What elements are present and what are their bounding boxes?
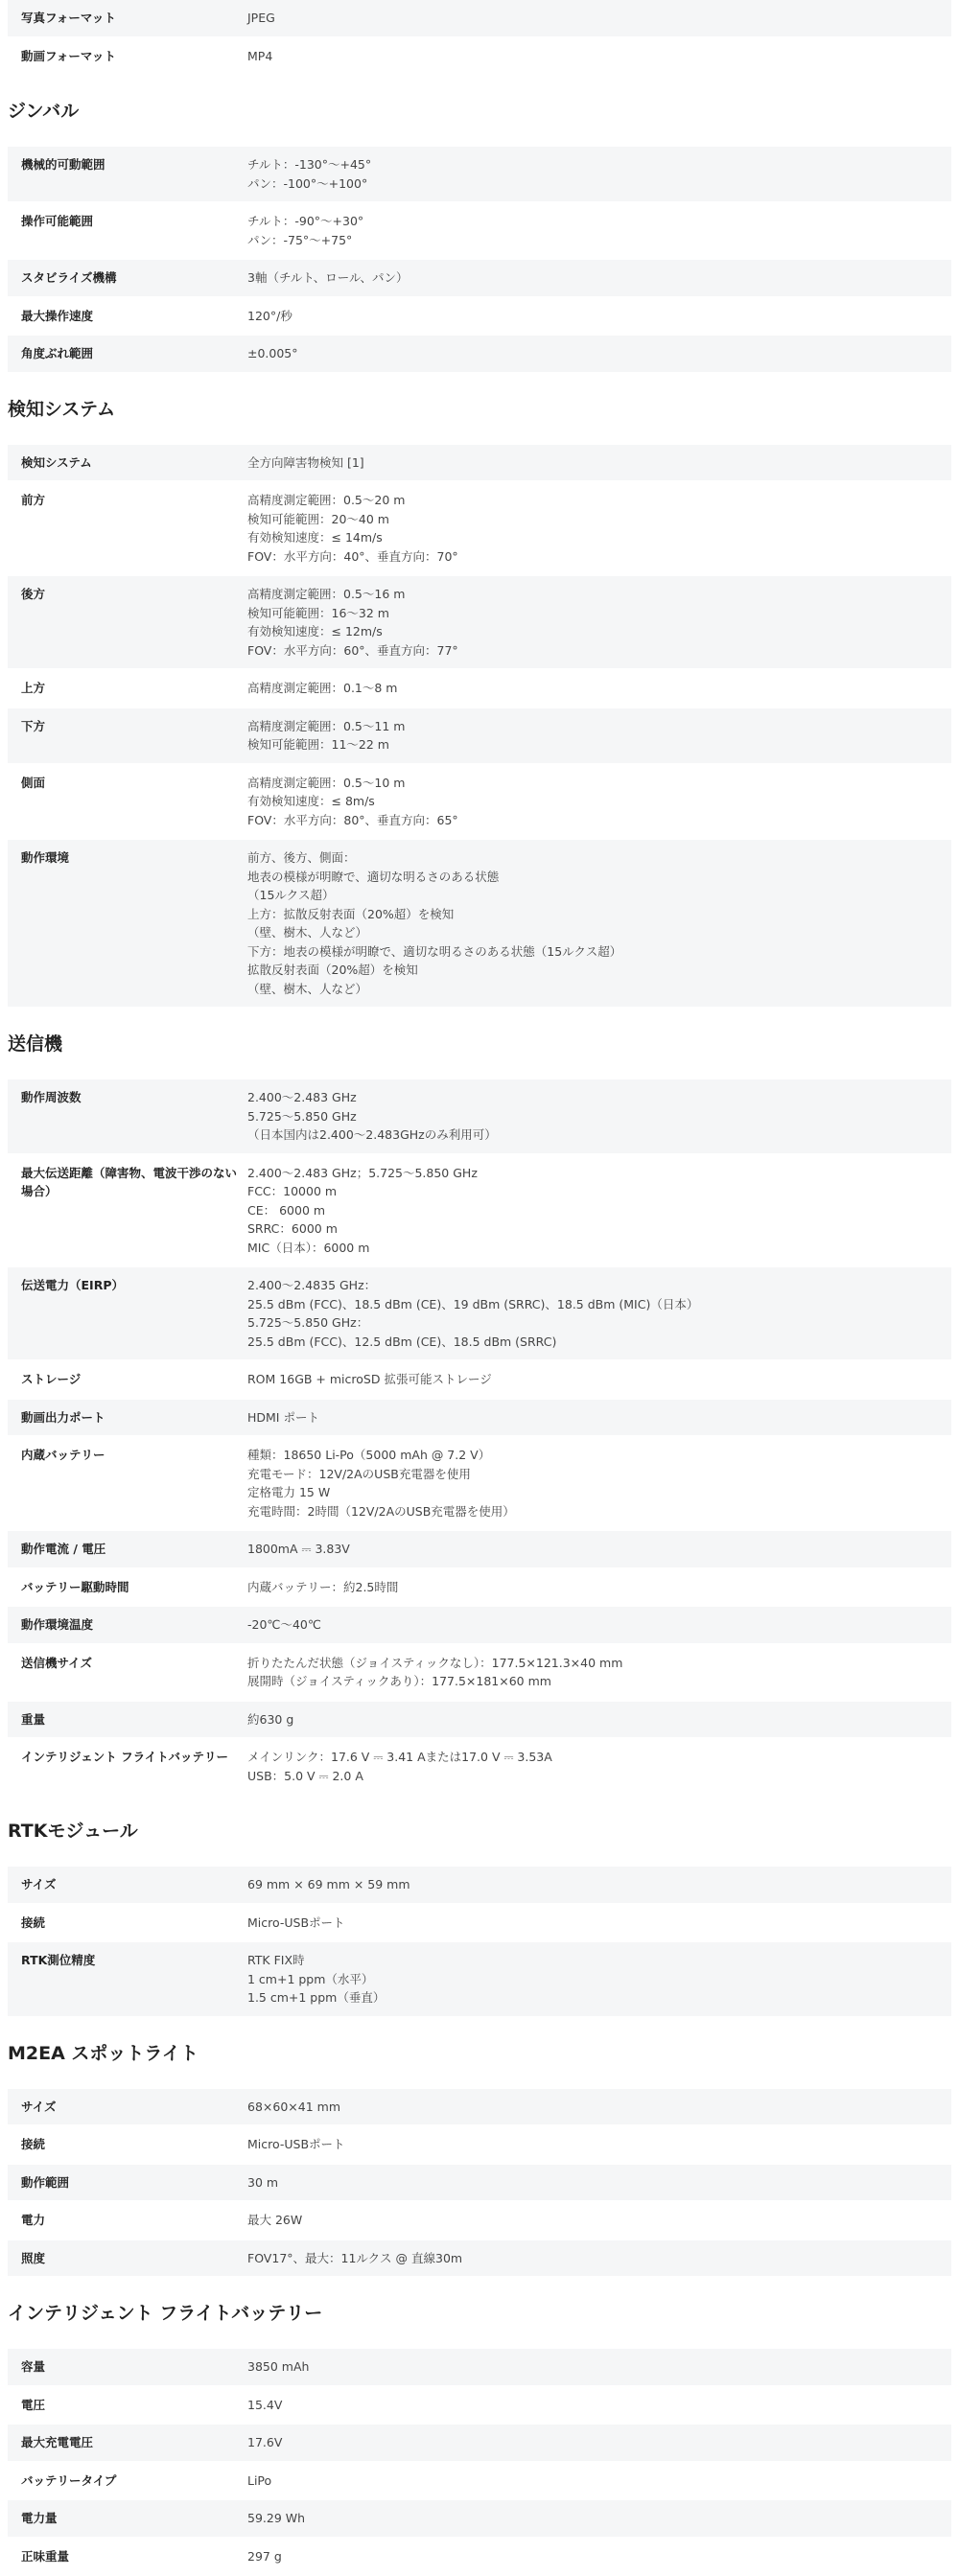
spec-value-line: （日本国内は2.400～2.483GHzのみ利用可） <box>247 1126 951 1145</box>
spec-value <box>240 336 951 372</box>
spec-value-line: 69 mm × 69 mm × 59 mm <box>247 1875 951 1894</box>
spec-value-line: 検知可能範囲：16～32 m <box>247 604 951 623</box>
spec-value-line: 30 m <box>247 2173 951 2193</box>
spec-value-line: 5.725～5.850 GHz： <box>247 1313 951 1333</box>
spec-value-line: 15.4V <box>247 2396 951 2415</box>
spec-label: 照度 <box>8 2240 240 2277</box>
spec-row <box>8 1607 951 1645</box>
spec-value <box>240 1942 951 2016</box>
spec-row <box>8 1905 951 1943</box>
spec-label: 伝送電力（EIRP） <box>8 1267 240 1359</box>
spec-value-line: チルト：-130°～+45° <box>247 155 951 174</box>
spec-value <box>240 147 951 201</box>
spec-row <box>8 1437 951 1531</box>
spec-value <box>240 2126 951 2163</box>
spec-value <box>240 2387 951 2424</box>
spec-value <box>240 298 951 335</box>
spec-value <box>240 1702 951 1738</box>
spec-label: ストレージ <box>8 1361 240 1398</box>
spec-value-line: 高精度測定範囲：0.1～8 m <box>247 679 951 698</box>
spec-label: 前方 <box>8 482 240 574</box>
spec-value-line: 有効検知速度：≤ 8m/s <box>247 792 951 811</box>
spec-value-line: 25.5 dBm (FCC)、18.5 dBm (CE)、19 dBm (SRRC)、18.5 dBm (MIC)（日本） <box>247 1295 951 1314</box>
spec-value <box>240 1400 951 1436</box>
spec-label: 動作環境 <box>8 840 240 1007</box>
spec-label: 動画フォーマット <box>8 38 240 75</box>
spec-label: 下方 <box>8 708 240 763</box>
spec-value <box>240 2425 951 2461</box>
spec-row <box>8 2240 951 2279</box>
spec-value <box>240 1867 951 1903</box>
spec-value-line: パン：-75°～+75° <box>247 231 951 250</box>
spec-label: 送信機サイズ <box>8 1645 240 1700</box>
spec-row <box>8 1645 951 1702</box>
spec-row <box>8 1569 951 1608</box>
spec-value-line: 1800mA ⎓ 3.83V <box>247 1540 951 1559</box>
spec-row <box>8 2126 951 2165</box>
spec-value-line: 有効検知速度：≤ 14m/s <box>247 528 951 547</box>
spec-value-line: 拡散反射表面（20%超）を検知 <box>247 961 951 980</box>
spec-row <box>8 765 951 841</box>
spec-row <box>8 1079 951 1155</box>
spec-label: バッテリータイプ <box>8 2463 240 2499</box>
spec-label: サイズ <box>8 2089 240 2125</box>
spec-value-line: 高精度測定範囲：0.5～16 m <box>247 585 951 604</box>
section-title: M2EA スポットライト <box>8 2018 951 2089</box>
spec-label: サイズ <box>8 1867 240 1903</box>
spec-row <box>8 147 951 203</box>
spec-value <box>240 445 951 481</box>
section-title: 検知システム <box>8 374 951 445</box>
spec-value-line: 前方、後方、側面： <box>247 848 951 868</box>
spec-value-line: LiPo <box>247 2472 951 2491</box>
spec-value-line: FOV：水平方向：80°、垂直方向：65° <box>247 811 951 830</box>
spec-value-line: ±0.005° <box>247 344 951 363</box>
spec-section <box>8 374 951 1010</box>
spec-table <box>8 1867 951 2018</box>
spec-row <box>8 336 951 374</box>
spec-value <box>240 2539 951 2575</box>
spec-value-line: 上方：拡散反射表面（20%超）を検知 <box>247 905 951 924</box>
spec-row <box>8 2349 951 2387</box>
spec-label: 後方 <box>8 576 240 668</box>
spec-value-line: 充電モード：12V/2AのUSB充電器を使用 <box>247 1465 951 1484</box>
spec-table <box>8 445 951 1010</box>
spec-label: 写真フォーマット <box>8 0 240 36</box>
spec-value <box>240 203 951 258</box>
spec-section <box>8 1009 951 1796</box>
spec-table <box>8 0 951 76</box>
spec-value-line: CE： 6000 m <box>247 1201 951 1220</box>
spec-value <box>240 1739 951 1794</box>
spec-row <box>8 1702 951 1740</box>
spec-table <box>8 147 951 374</box>
spec-label: 接続 <box>8 1905 240 1941</box>
spec-value-line: 297 g <box>247 2547 951 2566</box>
spec-value <box>240 2349 951 2385</box>
spec-label: RTK測位精度 <box>8 1942 240 2016</box>
spec-label: 角度ぶれ範囲 <box>8 336 240 372</box>
spec-row <box>8 1267 951 1361</box>
spec-value-line: MIC（日本）：6000 m <box>247 1239 951 1258</box>
spec-value-line: 2.400～2.4835 GHz： <box>247 1276 951 1295</box>
spec-value-line: 全方向障害物検知 [1] <box>247 453 951 473</box>
spec-row <box>8 2425 951 2463</box>
spec-value-line: 種類：18650 Li-Po（5000 mAh @ 7.2 V） <box>247 1446 951 1465</box>
spec-value <box>240 1155 951 1266</box>
spec-section <box>8 1796 951 2018</box>
spec-label: 電力 <box>8 2202 240 2239</box>
spec-row <box>8 1400 951 1438</box>
spec-value-line: 高精度測定範囲：0.5～20 m <box>247 491 951 510</box>
spec-value <box>240 1645 951 1700</box>
spec-row <box>8 482 951 576</box>
spec-value <box>240 2463 951 2499</box>
spec-label: 最大伝送距離（障害物、電波干渉のない場合） <box>8 1155 240 1266</box>
spec-value-line: -20℃～40℃ <box>247 1615 951 1635</box>
spec-label: 最大充電電圧 <box>8 2425 240 2461</box>
spec-label: 最大操作速度 <box>8 298 240 335</box>
spec-value-line: JPEG <box>247 9 951 28</box>
spec-value-line: MP4 <box>247 47 951 66</box>
spec-value-line: 5.725～5.850 GHz <box>247 1107 951 1126</box>
spec-row <box>8 1942 951 2018</box>
spec-value-line: 68×60×41 mm <box>247 2098 951 2117</box>
spec-table <box>8 1079 951 1796</box>
spec-label: 正味重量 <box>8 2539 240 2575</box>
spec-section <box>8 2278 951 2576</box>
spec-label: 動作周波数 <box>8 1079 240 1153</box>
spec-value <box>240 482 951 574</box>
section-title: RTKモジュール <box>8 1796 951 1867</box>
spec-value-line: 59.29 Wh <box>247 2509 951 2528</box>
spec-section <box>8 2018 951 2279</box>
spec-row <box>8 2089 951 2127</box>
spec-value-line: Micro-USBポート <box>247 1914 951 1933</box>
spec-row <box>8 2539 951 2576</box>
spec-value <box>240 1267 951 1359</box>
spec-value <box>240 1079 951 1153</box>
spec-label: 動画出力ポート <box>8 1400 240 1436</box>
spec-label: スタビライズ機構 <box>8 260 240 296</box>
spec-row <box>8 576 951 670</box>
spec-label: 操作可能範囲 <box>8 203 240 258</box>
spec-row <box>8 203 951 260</box>
spec-value-line: 25.5 dBm (FCC)、12.5 dBm (CE)、18.5 dBm (SRRC) <box>247 1333 951 1352</box>
spec-row <box>8 445 951 483</box>
spec-value-line: 下方：地表の模様が明瞭で、適切な明るさのある状態（15ルクス超） <box>247 942 951 962</box>
section-title: 送信機 <box>8 1009 951 1079</box>
spec-value-line: 内蔵バッテリー：約2.5時間 <box>247 1578 951 1597</box>
spec-value-line: パン：-100°～+100° <box>247 174 951 194</box>
spec-value <box>240 1437 951 1529</box>
spec-label: 容量 <box>8 2349 240 2385</box>
spec-value-line: 最大 26W <box>247 2211 951 2230</box>
spec-value-line: （15ルクス超） <box>247 886 951 905</box>
spec-row <box>8 260 951 298</box>
spec-value-line: 17.6V <box>247 2433 951 2452</box>
spec-row <box>8 2463 951 2501</box>
spec-value-line: FOV：水平方向：40°、垂直方向：70° <box>247 547 951 567</box>
spec-table <box>8 2349 951 2576</box>
spec-value <box>240 38 951 75</box>
spec-value-line: 3軸（チルト、ロール、パン） <box>247 268 951 288</box>
spec-value-line: HDMI ポート <box>247 1408 951 1427</box>
spec-label: バッテリー駆動時間 <box>8 1569 240 1606</box>
spec-row <box>8 38 951 77</box>
spec-value <box>240 0 951 36</box>
spec-value-line: （壁、樹木、人など） <box>247 923 951 942</box>
spec-row <box>8 0 951 38</box>
spec-value <box>240 2202 951 2239</box>
spec-label: 重量 <box>8 1702 240 1738</box>
spec-value <box>240 260 951 296</box>
spec-value-line: Micro-USBポート <box>247 2135 951 2154</box>
spec-value-line: 1.5 cm+1 ppm（垂直） <box>247 1988 951 2007</box>
spec-value-line: FOV：水平方向：60°、垂直方向：77° <box>247 641 951 661</box>
spec-value-line: 120°/秒 <box>247 307 951 326</box>
spec-label: 動作範囲 <box>8 2165 240 2201</box>
spec-value <box>240 1531 951 1567</box>
spec-value-line: （壁、樹木、人など） <box>247 980 951 999</box>
spec-label: 接続 <box>8 2126 240 2163</box>
spec-value <box>240 765 951 839</box>
spec-row <box>8 708 951 765</box>
spec-row <box>8 298 951 337</box>
section-title: インテリジェント フライトバッテリー <box>8 2278 951 2349</box>
spec-value-line: 約630 g <box>247 1710 951 1729</box>
spec-value-line: FCC：10000 m <box>247 1182 951 1201</box>
spec-value <box>240 2089 951 2125</box>
spec-value <box>240 1361 951 1398</box>
spec-value-line: 定格電力 15 W <box>247 1483 951 1502</box>
spec-label: 側面 <box>8 765 240 839</box>
spec-value-line: 1 cm+1 ppm（水平） <box>247 1970 951 1989</box>
spec-label: 上方 <box>8 670 240 707</box>
spec-row <box>8 2202 951 2240</box>
spec-value-line: RTK FIX時 <box>247 1951 951 1970</box>
spec-row <box>8 2500 951 2539</box>
spec-value-line: FOV17°、最大：11ルクス @ 直線30m <box>247 2249 951 2268</box>
spec-value-line: 検知可能範囲：20～40 m <box>247 510 951 529</box>
spec-value <box>240 1607 951 1643</box>
spec-value-line: メインリンク：17.6 V ⎓ 3.41 Aまたは17.0 V ⎓ 3.53A <box>247 1748 951 1767</box>
spec-row <box>8 1867 951 1905</box>
spec-value-line: 3850 mAh <box>247 2357 951 2377</box>
spec-label: インテリジェント フライトバッテリー <box>8 1739 240 1794</box>
spec-value-line: 展開時（ジョイスティックあり）：177.5×181×60 mm <box>247 1672 951 1691</box>
spec-label: 機械的可動範囲 <box>8 147 240 201</box>
spec-value-line: SRRC：6000 m <box>247 1219 951 1239</box>
spec-value-line: 検知可能範囲：11～22 m <box>247 735 951 754</box>
spec-value <box>240 708 951 763</box>
spec-label: 電力量 <box>8 2500 240 2537</box>
spec-value <box>240 2165 951 2201</box>
spec-row <box>8 2387 951 2425</box>
spec-value-line: 地表の模様が明瞭で、適切な明るさのある状態 <box>247 868 951 887</box>
spec-value-line: 有効検知速度：≤ 12m/s <box>247 622 951 641</box>
spec-label: 動作電流 / 電圧 <box>8 1531 240 1567</box>
spec-value <box>240 2240 951 2277</box>
spec-row <box>8 1531 951 1569</box>
spec-value <box>240 1905 951 1941</box>
spec-value <box>240 1569 951 1606</box>
spec-row <box>8 1361 951 1400</box>
spec-label: 検知システム <box>8 445 240 481</box>
spec-value-line: USB：5.0 V ⎓ 2.0 A <box>247 1767 951 1786</box>
spec-value-line: 高精度測定範囲：0.5～11 m <box>247 717 951 736</box>
spec-value-line: 充電時間：2時間（12V/2AのUSB充電器を使用） <box>247 1502 951 1521</box>
spec-table <box>8 2089 951 2279</box>
spec-value <box>240 670 951 707</box>
spec-section <box>8 0 951 76</box>
spec-value-line: 折りたたんだ状態（ジョイスティックなし）：177.5×121.3×40 mm <box>247 1654 951 1673</box>
spec-label: 電圧 <box>8 2387 240 2424</box>
spec-value-line: 高精度測定範囲：0.5～10 m <box>247 774 951 793</box>
spec-value <box>240 840 951 1007</box>
spec-row <box>8 2165 951 2203</box>
spec-section <box>8 76 951 374</box>
spec-value <box>240 2500 951 2537</box>
spec-value-line: 2.400～2.483 GHz <box>247 1088 951 1107</box>
spec-label: 動作環境温度 <box>8 1607 240 1643</box>
spec-label: 内蔵バッテリー <box>8 1437 240 1529</box>
section-title: ジンバル <box>8 76 951 147</box>
spec-value <box>240 576 951 668</box>
spec-row <box>8 1155 951 1268</box>
spec-row <box>8 1739 951 1796</box>
spec-value-line: チルト：-90°～+30° <box>247 212 951 231</box>
spec-value-line: 2.400～2.483 GHz；5.725～5.850 GHz <box>247 1164 951 1183</box>
spec-row <box>8 670 951 708</box>
spec-value-line: ROM 16GB + microSD 拡張可能ストレージ <box>247 1370 951 1389</box>
spec-row <box>8 840 951 1009</box>
